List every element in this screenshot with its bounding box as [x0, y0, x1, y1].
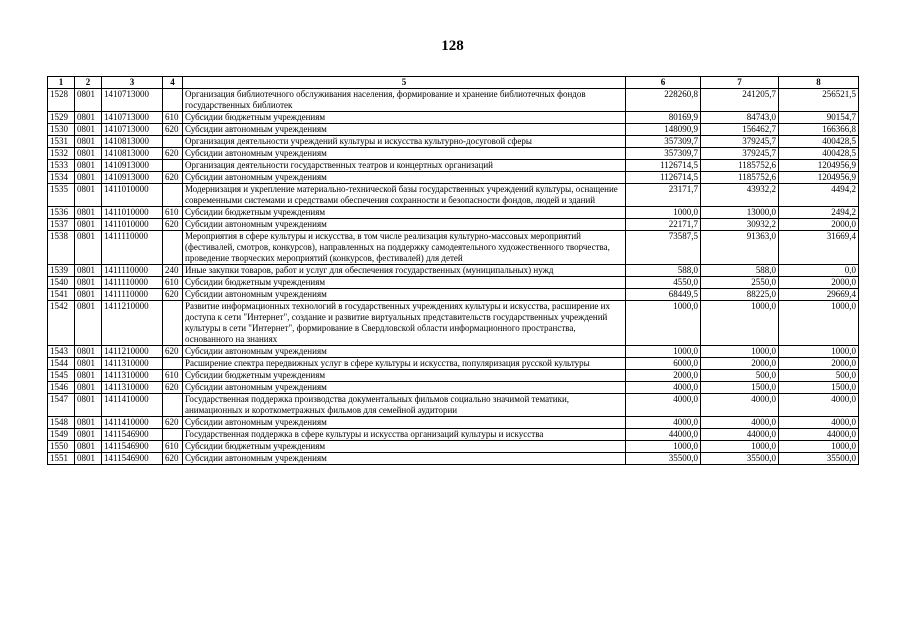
description: Субсидии автономным учреждениям — [183, 453, 626, 465]
row-number: 1547 — [48, 394, 75, 417]
target-article-code: 1411010000 — [102, 184, 163, 207]
year1-amount: 228260,8 — [626, 89, 701, 112]
row-number: 1528 — [48, 89, 75, 112]
year2-amount: 1000,0 — [701, 441, 779, 453]
target-article-code: 1411110000 — [102, 277, 163, 289]
description: Субсидии бюджетным учреждениям — [183, 207, 626, 219]
expense-type-code — [163, 231, 183, 265]
row-number: 1534 — [48, 172, 75, 184]
table-row — [48, 358, 859, 370]
target-article-code: 1411546900 — [102, 429, 163, 441]
description: Субсидии автономным учреждениям — [183, 289, 626, 301]
year2-amount: 156462,7 — [701, 124, 779, 136]
year3-amount: 1204956,9 — [779, 160, 859, 172]
row-number: 1542 — [48, 301, 75, 346]
table-row — [48, 89, 859, 112]
year2-amount: 1000,0 — [701, 346, 779, 358]
expense-type-code — [163, 136, 183, 148]
expense-type-code: 620 — [163, 417, 183, 429]
row-number: 1544 — [48, 358, 75, 370]
year1-amount: 73587,5 — [626, 231, 701, 265]
table-row — [48, 394, 859, 417]
year3-amount: 4000,0 — [779, 394, 859, 417]
table-row — [48, 265, 859, 277]
expense-type-code: 620 — [163, 453, 183, 465]
table-row — [48, 207, 859, 219]
year1-amount: 4000,0 — [626, 382, 701, 394]
expense-type-code: 610 — [163, 112, 183, 124]
table-row — [48, 417, 859, 429]
table-row — [48, 172, 859, 184]
year2-amount: 379245,7 — [701, 136, 779, 148]
target-article-code: 1411210000 — [102, 346, 163, 358]
expense-type-code — [163, 358, 183, 370]
description: Субсидии автономным учреждениям — [183, 219, 626, 231]
description: Организация деятельности учреждений культуры и искусства культурно-досуговой сферы — [183, 136, 626, 148]
expense-type-code — [163, 89, 183, 112]
year2-amount: 1500,0 — [701, 382, 779, 394]
year2-amount-header: 7 — [701, 77, 779, 89]
section-header: 2 — [75, 77, 102, 89]
table-row — [48, 429, 859, 441]
section-code: 0801 — [75, 160, 102, 172]
description: Иные закупки товаров, работ и услуг для обеспечения государственных (муниципальных) нужд — [183, 265, 626, 277]
section-code: 0801 — [75, 148, 102, 160]
description: Государственная поддержка производства документальных фильмов социально значимой тематики, анимационных и короткометражных фильмов для семейной аудитории — [183, 394, 626, 417]
target-article-code: 1411546900 — [102, 453, 163, 465]
table-row — [48, 289, 859, 301]
section-code: 0801 — [75, 136, 102, 148]
row-number: 1536 — [48, 207, 75, 219]
target-article-code: 1410913000 — [102, 160, 163, 172]
target-article-code: 1411110000 — [102, 231, 163, 265]
row-number: 1546 — [48, 382, 75, 394]
year3-amount: 1000,0 — [779, 301, 859, 346]
target-article-code: 1411110000 — [102, 289, 163, 301]
row-number: 1550 — [48, 441, 75, 453]
row-number: 1543 — [48, 346, 75, 358]
year1-amount: 588,0 — [626, 265, 701, 277]
year3-amount: 29669,4 — [779, 289, 859, 301]
year3-amount-header: 8 — [779, 77, 859, 89]
row-number: 1530 — [48, 124, 75, 136]
year1-amount: 148090,9 — [626, 124, 701, 136]
description: Субсидии автономным учреждениям — [183, 124, 626, 136]
row-number: 1529 — [48, 112, 75, 124]
year2-amount: 588,0 — [701, 265, 779, 277]
year3-amount: 166366,8 — [779, 124, 859, 136]
expense-type-code: 610 — [163, 207, 183, 219]
year1-amount: 357309,7 — [626, 136, 701, 148]
description: Организация библиотечного обслуживания населения, формирование и хранение библиотечных фондов государственных библиотек — [183, 89, 626, 112]
table-row — [48, 148, 859, 160]
table-row — [48, 346, 859, 358]
year1-amount-header: 6 — [626, 77, 701, 89]
expense-type-code: 620 — [163, 219, 183, 231]
target-article-code: 1411310000 — [102, 370, 163, 382]
expense-type-code: 620 — [163, 289, 183, 301]
description: Развитие информационных технологий в государственных учреждениях культуры и искусства, расширение их доступа к сети "Интернет", создание и развитие виртуальных представительств государственных учреждений культуры в сети "Интернет", формирование в Свердловской области информационного пространства, основанного на знаниях — [183, 301, 626, 346]
year1-amount: 1126714,5 — [626, 160, 701, 172]
description: Субсидии автономным учреждениям — [183, 346, 626, 358]
table-row — [48, 370, 859, 382]
table-row — [48, 441, 859, 453]
year1-amount: 1000,0 — [626, 301, 701, 346]
year2-amount: 35500,0 — [701, 453, 779, 465]
table-row — [48, 382, 859, 394]
year1-amount: 2000,0 — [626, 370, 701, 382]
expense-type-header: 4 — [163, 77, 183, 89]
year3-amount: 2000,0 — [779, 358, 859, 370]
year1-amount: 357309,7 — [626, 148, 701, 160]
year2-amount: 1185752,6 — [701, 172, 779, 184]
expense-type-code: 610 — [163, 370, 183, 382]
year2-amount: 1000,0 — [701, 301, 779, 346]
expense-type-code: 620 — [163, 382, 183, 394]
target-article-code: 1411310000 — [102, 382, 163, 394]
row-number: 1533 — [48, 160, 75, 172]
row-number: 1531 — [48, 136, 75, 148]
year1-amount: 44000,0 — [626, 429, 701, 441]
section-code: 0801 — [75, 301, 102, 346]
target-article-code: 1410713000 — [102, 124, 163, 136]
row-number: 1551 — [48, 453, 75, 465]
section-code: 0801 — [75, 370, 102, 382]
table-row — [48, 277, 859, 289]
target-article-code: 1411110000 — [102, 265, 163, 277]
section-code: 0801 — [75, 453, 102, 465]
year1-amount: 1000,0 — [626, 207, 701, 219]
expense-type-code — [163, 429, 183, 441]
expense-type-code — [163, 394, 183, 417]
year3-amount: 0,0 — [779, 265, 859, 277]
target-article-header: 3 — [102, 77, 163, 89]
year3-amount: 44000,0 — [779, 429, 859, 441]
description: Мероприятия в сфере культуры и искусства, в том числе реализация культурно-массовых мероприятий (фестивалей, смотров, конкурсов), направленных на поддержку самодеятельного художественного творчества, проведение творческих мероприятий (конкурсов, фестивалей) для детей — [183, 231, 626, 265]
target-article-code: 1411546900 — [102, 441, 163, 453]
section-code: 0801 — [75, 394, 102, 417]
year3-amount: 2000,0 — [779, 219, 859, 231]
table-row — [48, 184, 859, 207]
expense-type-code: 610 — [163, 277, 183, 289]
expense-type-code: 620 — [163, 172, 183, 184]
description: Субсидии автономным учреждениям — [183, 172, 626, 184]
section-code: 0801 — [75, 184, 102, 207]
expense-type-code: 240 — [163, 265, 183, 277]
target-article-code: 1411410000 — [102, 394, 163, 417]
expense-type-code — [163, 301, 183, 346]
year3-amount: 4000,0 — [779, 417, 859, 429]
year1-amount: 1126714,5 — [626, 172, 701, 184]
year3-amount: 2000,0 — [779, 277, 859, 289]
table-row — [48, 160, 859, 172]
year1-amount: 68449,5 — [626, 289, 701, 301]
year2-amount: 44000,0 — [701, 429, 779, 441]
year2-amount: 43932,2 — [701, 184, 779, 207]
year2-amount: 4000,0 — [701, 394, 779, 417]
description: Модернизация и укрепление материально-технической базы государственных учреждений культуры, оснащение современными системами и средствами обеспечения сохранности и безопасности фондов, людей и зданий — [183, 184, 626, 207]
year2-amount: 500,0 — [701, 370, 779, 382]
year3-amount: 400428,5 — [779, 136, 859, 148]
year2-amount: 4000,0 — [701, 417, 779, 429]
section-code: 0801 — [75, 231, 102, 265]
target-article-code: 1411010000 — [102, 207, 163, 219]
table-row — [48, 136, 859, 148]
row-number: 1548 — [48, 417, 75, 429]
description: Государственная поддержка в сфере культуры и искусства организаций культуры и искусства — [183, 429, 626, 441]
section-code: 0801 — [75, 207, 102, 219]
year1-amount: 4550,0 — [626, 277, 701, 289]
year3-amount: 1000,0 — [779, 441, 859, 453]
year3-amount: 500,0 — [779, 370, 859, 382]
description: Субсидии бюджетным учреждениям — [183, 441, 626, 453]
target-article-code: 1410913000 — [102, 172, 163, 184]
expense-type-code: 620 — [163, 346, 183, 358]
target-article-code: 1410713000 — [102, 112, 163, 124]
row-number: 1549 — [48, 429, 75, 441]
section-code: 0801 — [75, 219, 102, 231]
description-header: 5 — [183, 77, 626, 89]
year1-amount: 23171,7 — [626, 184, 701, 207]
table-header-row — [48, 77, 859, 89]
row-number: 1541 — [48, 289, 75, 301]
year3-amount: 1204956,9 — [779, 172, 859, 184]
year3-amount: 1000,0 — [779, 346, 859, 358]
target-article-code: 1411310000 — [102, 358, 163, 370]
description: Субсидии бюджетным учреждениям — [183, 370, 626, 382]
section-code: 0801 — [75, 346, 102, 358]
section-code: 0801 — [75, 429, 102, 441]
section-code: 0801 — [75, 289, 102, 301]
row-number: 1537 — [48, 219, 75, 231]
year3-amount: 400428,5 — [779, 148, 859, 160]
section-code: 0801 — [75, 124, 102, 136]
year1-amount: 80169,9 — [626, 112, 701, 124]
page-number: 128 — [441, 38, 464, 54]
expense-type-code — [163, 160, 183, 172]
description: Организация деятельности государственных театров и концертных организаций — [183, 160, 626, 172]
expense-type-code: 620 — [163, 148, 183, 160]
row-number: 1539 — [48, 265, 75, 277]
target-article-code: 1410813000 — [102, 148, 163, 160]
row-number: 1540 — [48, 277, 75, 289]
section-code: 0801 — [75, 382, 102, 394]
description: Субсидии автономным учреждениям — [183, 417, 626, 429]
year3-amount: 1500,0 — [779, 382, 859, 394]
year2-amount: 2550,0 — [701, 277, 779, 289]
table-row — [48, 301, 859, 346]
year2-amount: 91363,0 — [701, 231, 779, 265]
year1-amount: 4000,0 — [626, 417, 701, 429]
row-number-header: 1 — [48, 77, 75, 89]
description: Субсидии бюджетным учреждениям — [183, 112, 626, 124]
year3-amount: 2494,2 — [779, 207, 859, 219]
row-number: 1545 — [48, 370, 75, 382]
description: Субсидии автономным учреждениям — [183, 382, 626, 394]
row-number: 1538 — [48, 231, 75, 265]
row-number: 1532 — [48, 148, 75, 160]
year1-amount: 35500,0 — [626, 453, 701, 465]
table-row — [48, 231, 859, 265]
year3-amount: 35500,0 — [779, 453, 859, 465]
target-article-code: 1411210000 — [102, 301, 163, 346]
expense-type-code: 610 — [163, 441, 183, 453]
year1-amount: 1000,0 — [626, 441, 701, 453]
table-row — [48, 219, 859, 231]
row-number: 1535 — [48, 184, 75, 207]
description: Субсидии автономным учреждениям — [183, 148, 626, 160]
year2-amount: 1185752,6 — [701, 160, 779, 172]
table-row — [48, 453, 859, 465]
year2-amount: 379245,7 — [701, 148, 779, 160]
year2-amount: 88225,0 — [701, 289, 779, 301]
target-article-code: 1411010000 — [102, 219, 163, 231]
table-row — [48, 124, 859, 136]
description: Субсидии бюджетным учреждениям — [183, 277, 626, 289]
year2-amount: 84743,0 — [701, 112, 779, 124]
budget-table — [47, 76, 859, 465]
section-code: 0801 — [75, 417, 102, 429]
section-code: 0801 — [75, 172, 102, 184]
year2-amount: 241205,7 — [701, 89, 779, 112]
year1-amount: 4000,0 — [626, 394, 701, 417]
year2-amount: 30932,2 — [701, 219, 779, 231]
description: Расширение спектра передвижных услуг в сфере культуры и искусства, популяризация русской культуры — [183, 358, 626, 370]
target-article-code: 1410813000 — [102, 136, 163, 148]
expense-type-code: 620 — [163, 124, 183, 136]
year3-amount: 31669,4 — [779, 231, 859, 265]
year1-amount: 1000,0 — [626, 346, 701, 358]
section-code: 0801 — [75, 277, 102, 289]
section-code: 0801 — [75, 265, 102, 277]
year1-amount: 6000,0 — [626, 358, 701, 370]
target-article-code: 1411410000 — [102, 417, 163, 429]
year3-amount: 90154,7 — [779, 112, 859, 124]
section-code: 0801 — [75, 112, 102, 124]
section-code: 0801 — [75, 441, 102, 453]
year3-amount: 4494,2 — [779, 184, 859, 207]
year1-amount: 22171,7 — [626, 219, 701, 231]
year3-amount: 256521,5 — [779, 89, 859, 112]
year2-amount: 13000,0 — [701, 207, 779, 219]
table-body — [48, 89, 859, 465]
section-code: 0801 — [75, 89, 102, 112]
table-row — [48, 112, 859, 124]
expense-type-code — [163, 184, 183, 207]
target-article-code: 1410713000 — [102, 89, 163, 112]
section-code: 0801 — [75, 358, 102, 370]
year2-amount: 2000,0 — [701, 358, 779, 370]
